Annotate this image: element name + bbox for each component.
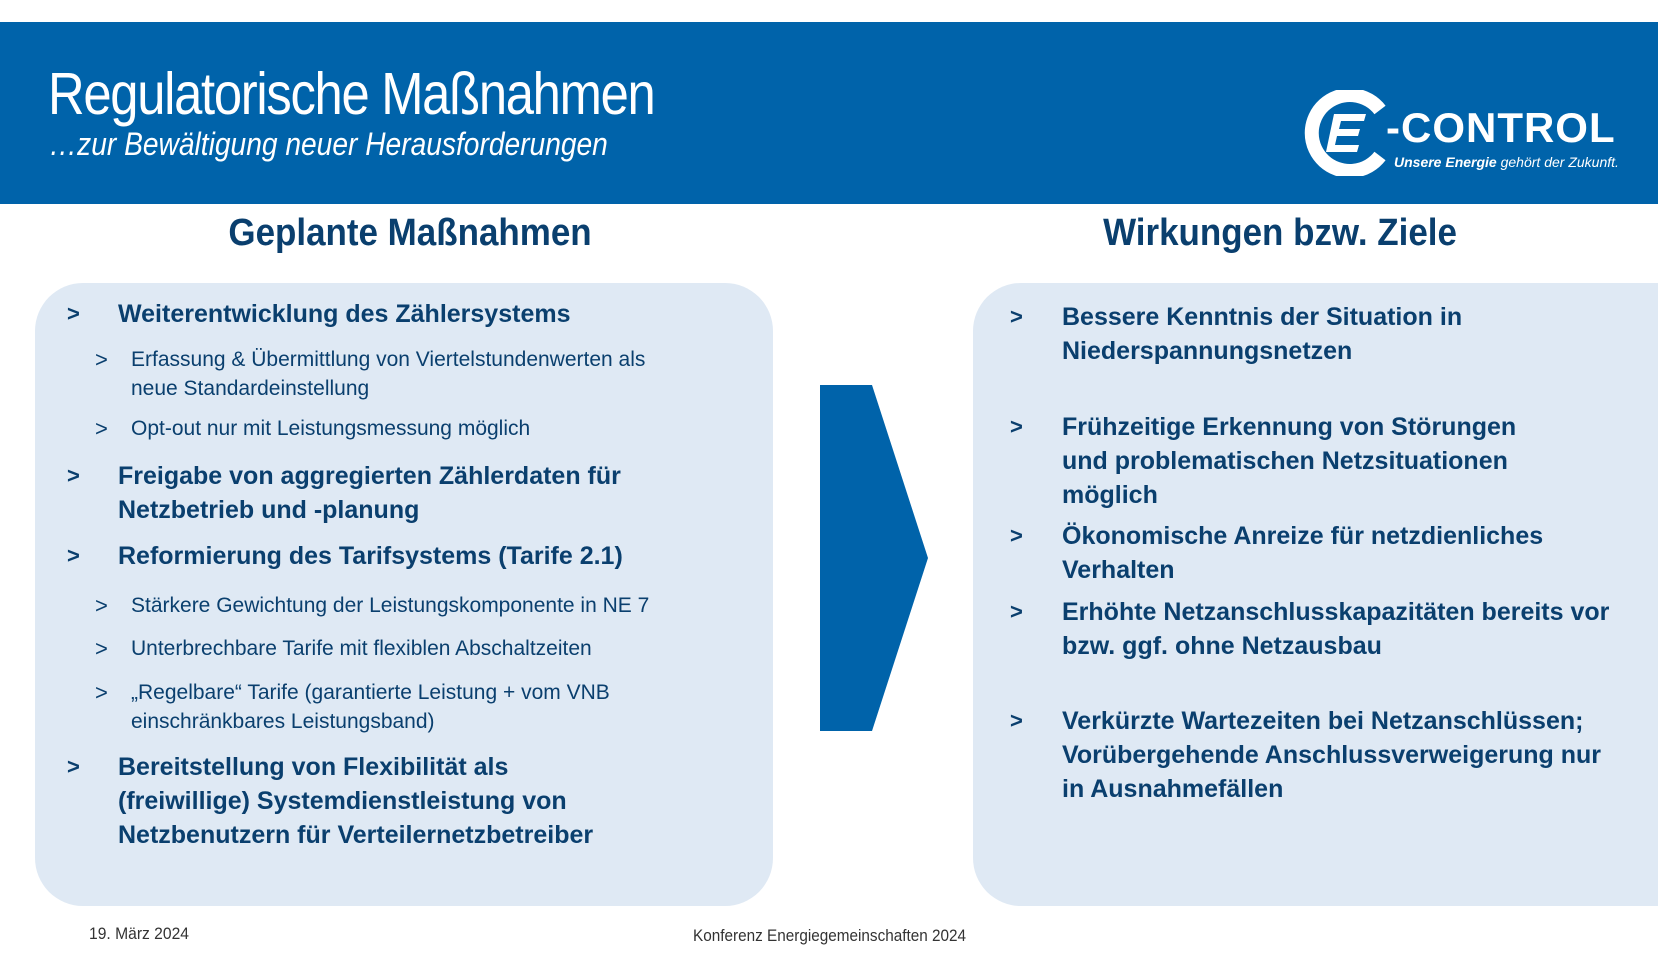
bullet-chevron-icon: > <box>67 301 80 326</box>
slide-subtitle: …zur Bewältigung neuer Herausforderungen <box>49 126 608 162</box>
logo-wordmark: -CONTROL <box>1386 104 1616 151</box>
list-item-text: Weiterentwicklung des Zählersystems <box>118 300 571 328</box>
bullet-chevron-icon: > <box>1010 414 1023 439</box>
list-item-text: Ökonomische Anreize für netzdienliches Verhalten <box>1062 522 1544 584</box>
bullet-chevron-icon: > <box>95 416 108 441</box>
bullet-chevron-icon: > <box>95 636 108 661</box>
bullet-chevron-icon: > <box>67 754 80 779</box>
heading-effects-goals: Wirkungen bzw. Ziele <box>1103 212 1457 254</box>
bullet-chevron-icon: > <box>95 347 108 372</box>
list-item-text: „Regelbare“ Tarife (garantierte Leistung + vom VNB einschränkbares Leistungsband) <box>131 681 610 733</box>
header-banner <box>0 22 1658 204</box>
bullet-chevron-icon: > <box>1010 304 1023 329</box>
bullet-chevron-icon: > <box>67 463 80 488</box>
footer-conference: Konferenz Energiegemeinschaften 2024 <box>693 926 967 945</box>
bullet-chevron-icon: > <box>1010 599 1023 624</box>
list-item-text: Erhöhte Netzanschlusskapazitäten bereits vor bzw. ggf. ohne Netzausbau <box>1062 598 1610 660</box>
chevron-arrow-icon <box>820 385 930 731</box>
bullet-chevron-icon: > <box>95 680 108 705</box>
bullet-chevron-icon: > <box>1010 708 1023 733</box>
e-control-logo-icon <box>1304 90 1390 176</box>
logo-tagline: Unsere Energie gehört der Zukunft. <box>1394 154 1619 170</box>
list-item-text: Bereitstellung von Flexibilität als (freiwillige) Systemdienstleistung von Netzbenutzern für Verteilernetzbetreiber <box>118 753 594 849</box>
list-item-text: Erfassung & Übermittlung von Viertelstundenwerten als neue Standardeinstellung <box>131 348 646 400</box>
list-item-text: Unterbrechbare Tarife mit flexiblen Abschaltzeiten <box>131 637 592 660</box>
list-item-text: Stärkere Gewichtung der Leistungskomponente in NE 7 <box>131 594 650 617</box>
footer-date: 19. März 2024 <box>89 924 189 943</box>
bullet-chevron-icon: > <box>95 593 108 618</box>
list-item-text: Reformierung des Tarifsystems (Tarife 2.1) <box>118 542 623 570</box>
e-control-logo <box>1304 90 1619 180</box>
list-item-text: Freigabe von aggregierten Zählerdaten für Netzbetrieb und -planung <box>118 462 621 524</box>
bullet-chevron-icon: > <box>1010 523 1023 548</box>
list-item-text: Bessere Kenntnis der Situation in Niederspannungsnetzen <box>1062 303 1463 365</box>
list-item-text: Opt-out nur mit Leistungsmessung möglich <box>131 417 531 440</box>
slide-title: Regulatorische Maßnahmen <box>48 61 655 127</box>
effects-goals-panel <box>973 283 1658 906</box>
bullet-chevron-icon: > <box>67 543 80 568</box>
heading-planned-measures: Geplante Maßnahmen <box>228 212 592 254</box>
list-item-text: Frühzeitige Erkennung von Störungen und problematischen Netzsituationen möglich <box>1062 413 1517 509</box>
list-item-text: Verkürzte Wartezeiten bei Netzanschlüssen; Vorübergehende Anschlussverweigerung nur in Ausnahmefällen <box>1062 707 1602 803</box>
planned-measures-panel <box>35 283 773 906</box>
